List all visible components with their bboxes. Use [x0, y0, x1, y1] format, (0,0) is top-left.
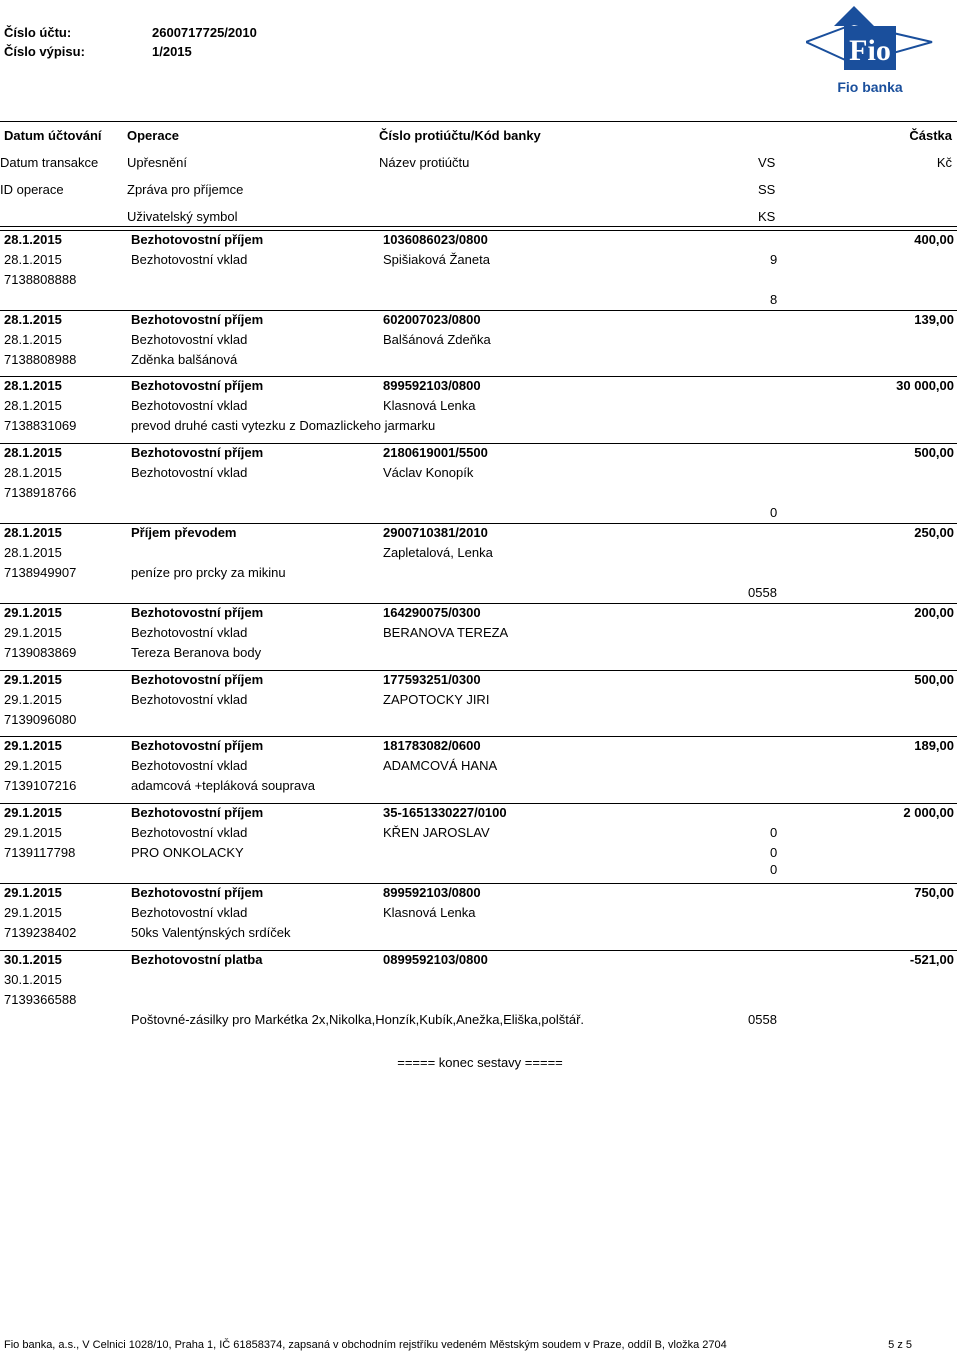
operation-id: 7138831069 [4, 418, 77, 433]
operation: Bezhotovostní příjem [131, 232, 264, 247]
detail: Bezhotovostní vklad [131, 692, 248, 707]
transaction-date: 29.1.2015 [4, 625, 62, 640]
operation: Bezhotovostní platba [131, 952, 263, 967]
transaction-date: 29.1.2015 [4, 692, 62, 707]
ks-value: 0 [770, 505, 778, 520]
counter-name: ZAPOTOCKY JIRI [383, 692, 490, 707]
operation-id: 7139083869 [4, 645, 77, 660]
amount: 2 000,00 [903, 805, 954, 820]
counter-name: Spišiaková Žaneta [383, 252, 490, 267]
transaction-date: 29.1.2015 [4, 905, 62, 920]
row-separator [0, 523, 957, 524]
svg-text:Fio banka: Fio banka [837, 79, 903, 95]
operation: Bezhotovostní příjem [131, 885, 264, 900]
operation-id: 7139107216 [4, 778, 77, 793]
operation: Příjem převodem [131, 525, 237, 540]
row-separator [0, 883, 957, 884]
detail: Bezhotovostní vklad [131, 465, 248, 480]
transaction-date: 28.1.2015 [4, 545, 62, 560]
posting-date: 29.1.2015 [4, 605, 62, 620]
account-number-label: Číslo účtu: [4, 25, 72, 40]
note-ks-value: 0558 [748, 1012, 777, 1027]
vs-value: 0 [770, 825, 778, 840]
operation: Bezhotovostní příjem [131, 445, 264, 460]
transaction-date: 29.1.2015 [4, 825, 62, 840]
amount: 30 000,00 [896, 378, 954, 393]
counter-account: 2900710381/2010 [383, 525, 488, 540]
counter-account: 2180619001/5500 [383, 445, 488, 460]
counter-name: Klasnová Lenka [383, 398, 476, 413]
row-separator [0, 736, 957, 737]
detail: Bezhotovostní vklad [131, 905, 248, 920]
operation: Bezhotovostní příjem [131, 605, 264, 620]
message: peníze pro prcky za mikinu [131, 565, 286, 580]
posting-date: 28.1.2015 [4, 525, 62, 540]
amount: 500,00 [914, 445, 954, 460]
col-transaction-date: Datum transakce [0, 155, 99, 170]
operation-id: 7139366588 [4, 992, 77, 1007]
operation-id: 7139238402 [4, 925, 77, 940]
amount: 750,00 [914, 885, 954, 900]
page-number: 5 z 5 [888, 1339, 912, 1351]
note: Poštovné-zásilky pro Markétka 2x,Nikolka,Honzík,Kubík,Anežka,Eliška,polštář. [131, 1012, 585, 1027]
statement-number-value: 1/2015 [152, 44, 192, 59]
counter-name: BERANOVA TEREZA [383, 625, 509, 640]
counter-account: 602007023/0800 [383, 312, 481, 327]
posting-date: 29.1.2015 [4, 738, 62, 753]
amount: 200,00 [914, 605, 954, 620]
message: Zděnka balšánová [131, 352, 238, 367]
posting-date: 29.1.2015 [4, 885, 62, 900]
ks-value: 8 [770, 292, 778, 307]
counter-account: 899592103/0800 [383, 885, 481, 900]
transaction-date: 28.1.2015 [4, 465, 62, 480]
col-message: Zpráva pro příjemce [127, 182, 244, 197]
amount: 250,00 [914, 525, 954, 540]
message: prevod druhé casti vytezku z Domazlickeho jarmarku [131, 418, 436, 433]
posting-date: 28.1.2015 [4, 378, 62, 393]
row-separator [0, 670, 957, 671]
col-ss: SS [758, 182, 776, 197]
end-of-report: ===== konec sestavy ===== [397, 1055, 563, 1070]
counter-account: 1036086023/0800 [383, 232, 488, 247]
message: Tereza Beranova body [131, 645, 262, 660]
message: 50ks Valentýnských srdíček [131, 925, 291, 940]
ks-value: 0 [770, 862, 778, 877]
operation-id: 7139096080 [4, 712, 77, 727]
counter-name: Balšánová Zdeňka [383, 332, 491, 347]
transaction-date: 28.1.2015 [4, 252, 62, 267]
message: adamcová +tepláková souprava [131, 778, 315, 793]
operation-id: 7138808888 [4, 272, 77, 287]
operation-id: 7138949907 [4, 565, 77, 580]
footer-bank-info: Fio banka, a.s., V Celnici 1028/10, Praha 1, IČ 61858374, zapsaná v obchodním rejstříku vedeném Městským soudem v Praze, oddíl B, vložka 2704 [4, 1339, 727, 1351]
header-bottom-rule [0, 226, 957, 227]
counter-name: Klasnová Lenka [383, 905, 476, 920]
operation-id: 7138918766 [4, 485, 77, 500]
posting-date: 29.1.2015 [4, 805, 62, 820]
col-posting-date: Datum účtování [4, 128, 102, 143]
amount: 400,00 [914, 232, 954, 247]
operation: Bezhotovostní příjem [131, 805, 264, 820]
row-separator [0, 443, 957, 444]
operation-id: 7138808988 [4, 352, 77, 367]
col-user-symbol: Uživatelský symbol [127, 209, 238, 224]
counter-account: 35-1651330227/0100 [383, 805, 507, 820]
detail: Bezhotovostní vklad [131, 825, 248, 840]
col-vs: VS [758, 155, 776, 170]
row-separator [0, 950, 957, 951]
ss-value: 0 [770, 845, 778, 860]
col-operation: Operace [127, 128, 180, 143]
posting-date: 30.1.2015 [4, 952, 62, 967]
detail: Bezhotovostní vklad [131, 625, 248, 640]
counter-account: 177593251/0300 [383, 672, 481, 687]
col-detail: Upřesnění [127, 155, 187, 170]
row-separator [0, 310, 957, 311]
operation: Bezhotovostní příjem [131, 312, 264, 327]
amount: 500,00 [914, 672, 954, 687]
posting-date: 29.1.2015 [4, 672, 62, 687]
amount: 189,00 [914, 738, 954, 753]
row-separator [0, 603, 957, 604]
counter-name: KŘEN JAROSLAV [383, 825, 490, 840]
transaction-date: 30.1.2015 [4, 972, 62, 987]
amount: 139,00 [914, 312, 954, 327]
col-ks: KS [758, 209, 776, 224]
transaction-date: 29.1.2015 [4, 758, 62, 773]
posting-date: 28.1.2015 [4, 312, 62, 327]
detail: Bezhotovostní vklad [131, 332, 248, 347]
row-separator [0, 376, 957, 377]
vs-value: 9 [770, 252, 778, 267]
operation: Bezhotovostní příjem [131, 378, 264, 393]
transaction-date: 28.1.2015 [4, 398, 62, 413]
detail: Bezhotovostní vklad [131, 398, 248, 413]
counter-account: 899592103/0800 [383, 378, 481, 393]
row-separator [0, 230, 957, 231]
operation-id: 7139117798 [4, 845, 76, 860]
message: PRO ONKOLACKY [131, 845, 244, 860]
counter-account: 181783082/0600 [383, 738, 481, 753]
col-currency: Kč [936, 155, 952, 170]
svg-text:Fio: Fio [849, 34, 891, 67]
counter-account: 164290075/0300 [383, 605, 481, 620]
ks-value: 0558 [748, 585, 777, 600]
counter-name: Václav Konopík [383, 465, 474, 480]
counter-name: ADAMCOVÁ HANA [383, 758, 498, 773]
col-operation-id: ID operace [0, 182, 64, 197]
operation: Bezhotovostní příjem [131, 738, 264, 753]
posting-date: 28.1.2015 [4, 232, 62, 247]
col-counter-name: Název protiúčtu [379, 155, 470, 170]
header-top-rule [0, 121, 957, 122]
fio-banka-logo [806, 6, 936, 96]
col-amount: Částka [909, 128, 952, 143]
row-separator [0, 803, 957, 804]
operation: Bezhotovostní příjem [131, 672, 264, 687]
amount: -521,00 [909, 952, 954, 967]
fio-logo-graphic [806, 6, 936, 96]
col-counter-account: Číslo protiúčtu/Kód banky [379, 128, 541, 143]
posting-date: 28.1.2015 [4, 445, 62, 460]
statement-number-label: Číslo výpisu: [4, 44, 85, 59]
detail: Bezhotovostní vklad [131, 252, 248, 267]
transaction-date: 28.1.2015 [4, 332, 62, 347]
detail: Bezhotovostní vklad [131, 758, 248, 773]
account-number-value: 2600717725/2010 [152, 25, 257, 40]
counter-name: Zapletalová, Lenka [383, 545, 493, 560]
counter-account: 0899592103/0800 [383, 952, 488, 967]
